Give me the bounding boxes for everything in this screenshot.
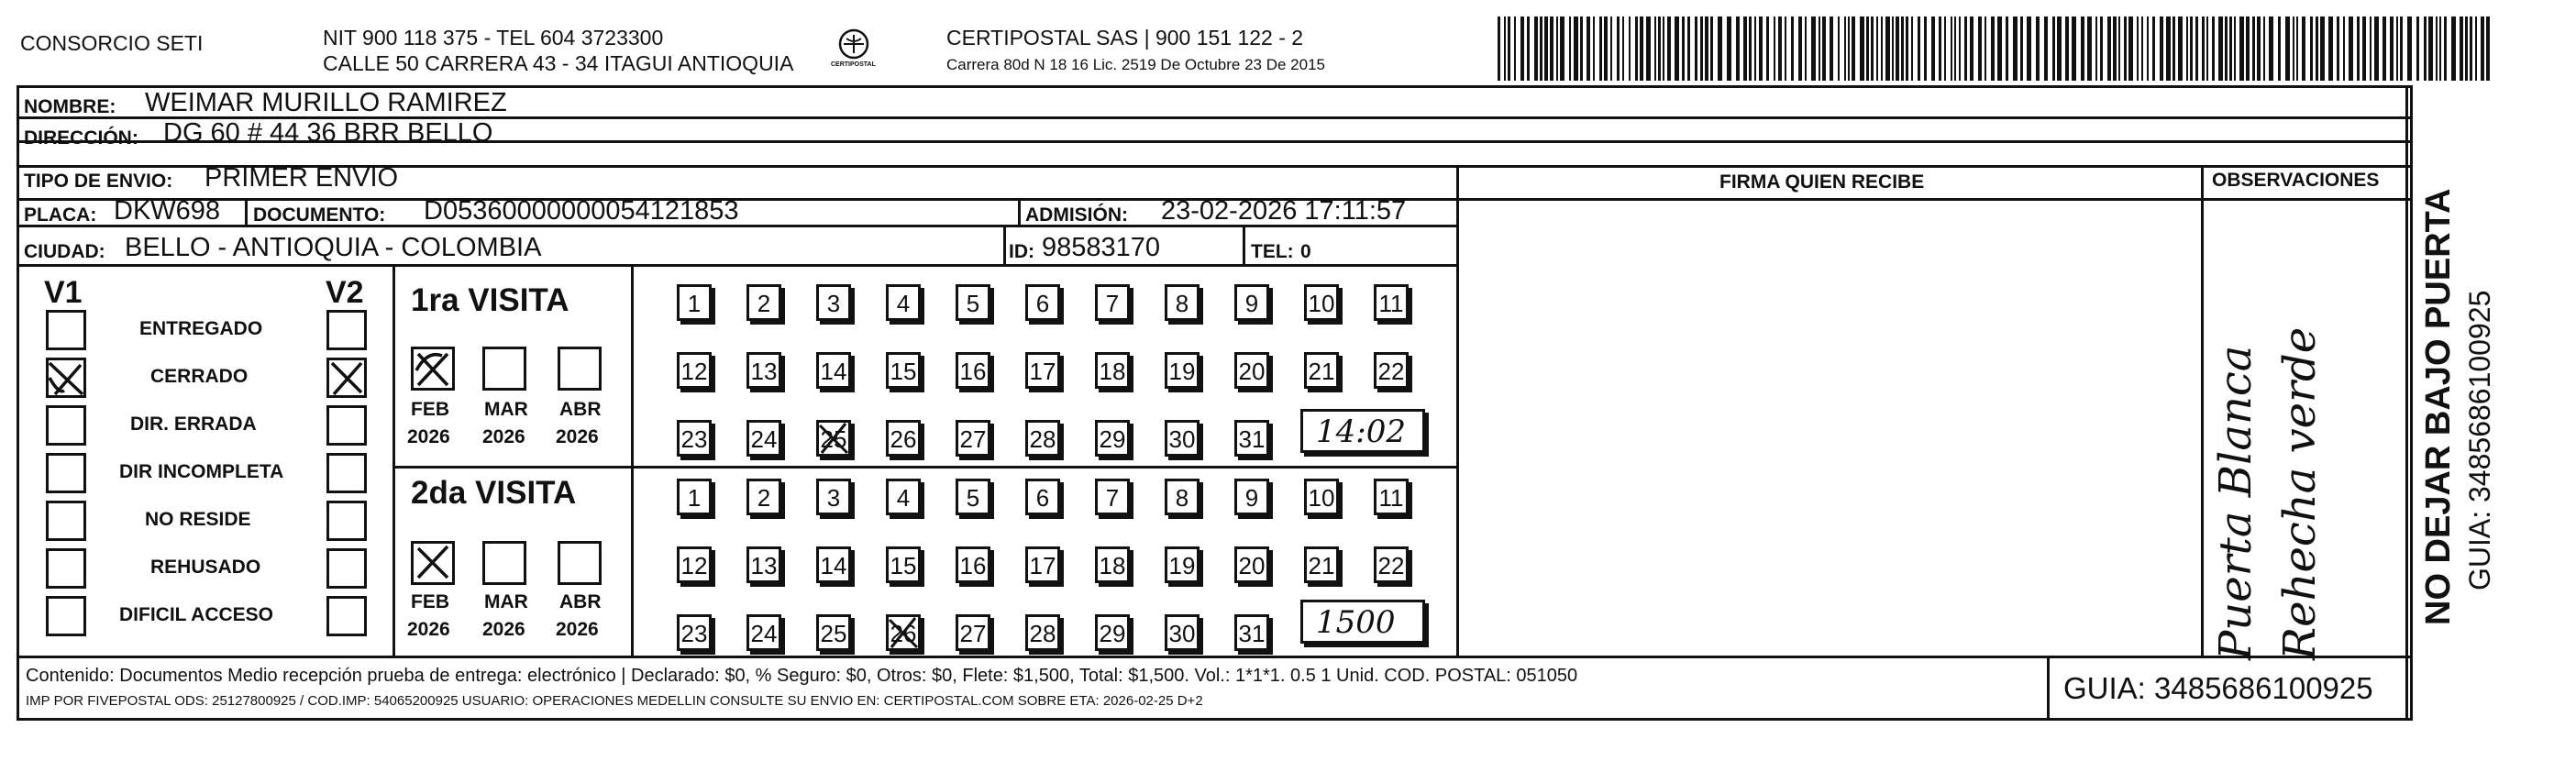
visit1-month-abr: ABR xyxy=(559,399,602,420)
status-entregado: ENTREGADO xyxy=(139,318,263,339)
visit1-month-feb: FEB xyxy=(411,399,449,420)
visit2-day-18[interactable]: 18 xyxy=(1095,546,1130,583)
visit2-day-25[interactable]: 25 xyxy=(816,614,851,651)
visit1-day-30[interactable]: 30 xyxy=(1165,420,1200,457)
visit2-year-feb: 2026 xyxy=(407,619,450,640)
visit2-year-abr: 2026 xyxy=(556,619,599,640)
visit2-day-21[interactable]: 21 xyxy=(1304,546,1339,583)
visit2-day-26[interactable]: 26 xyxy=(886,614,921,651)
visit1-day-14[interactable]: 14 xyxy=(816,352,851,389)
tel-value: 0 xyxy=(1300,241,1311,262)
visit2-day-24[interactable]: 24 xyxy=(746,614,781,651)
v1-dir-incompleta-checkbox[interactable] xyxy=(46,453,86,493)
visit1-time: 14:02 xyxy=(1316,414,1406,450)
x-mark-icon xyxy=(886,614,921,651)
visit2-day-6[interactable]: 6 xyxy=(1025,479,1060,515)
visit1-day-27[interactable]: 27 xyxy=(956,420,990,457)
visit1-time-box[interactable] xyxy=(1300,409,1425,453)
barcode xyxy=(1498,17,2506,81)
visit2-day-23[interactable]: 23 xyxy=(677,614,712,651)
admision-date: 23-02-2026 17:11:57 xyxy=(1161,196,1407,226)
visit2-day-19[interactable]: 19 xyxy=(1165,546,1200,583)
visit2-day-22[interactable]: 22 xyxy=(1374,546,1409,583)
tel-label: TEL: xyxy=(1251,241,1294,262)
visit2-day-10[interactable]: 10 xyxy=(1304,479,1339,515)
imp-line: IMP POR FIVEPOSTAL ODS: 25127800925 / COD.IMP: 54065200925 USUARIO: OPERACIONES MEDELLIN CONSULTE SU ENVIO EN: CERTIPOSTAL.COM SOBRE ETA: 2026-02-25 D+2 xyxy=(26,693,1203,709)
status-no-reside: NO RESIDE xyxy=(145,509,251,530)
v1-cerrado-checkbox[interactable] xyxy=(46,358,86,398)
v2-rehusado-checkbox[interactable] xyxy=(326,548,367,589)
admision-label: ADMISIÓN: xyxy=(1025,204,1128,226)
documento-label: DOCUMENTO: xyxy=(253,204,386,226)
id-label: ID: xyxy=(1009,241,1034,262)
recipient-name: WEIMAR MURILLO RAMIREZ xyxy=(145,88,507,117)
v1-rehusado-checkbox[interactable] xyxy=(46,548,86,589)
v1-dificil-acceso-checkbox[interactable] xyxy=(46,596,86,636)
visit2-day-15[interactable]: 15 xyxy=(886,546,921,583)
firma-header: FIRMA QUIEN RECIBE xyxy=(1719,171,1925,193)
visit1-day-26[interactable]: 26 xyxy=(886,420,921,457)
visit2-day-2[interactable]: 2 xyxy=(746,479,781,515)
visit1-day-19[interactable]: 19 xyxy=(1165,352,1200,389)
visit1-day-10[interactable]: 10 xyxy=(1304,284,1339,321)
visit1-day-17[interactable]: 17 xyxy=(1025,352,1060,389)
signature-area[interactable] xyxy=(1460,202,2199,653)
visit1-year-feb: 2026 xyxy=(407,426,450,447)
visit2-day-4[interactable]: 4 xyxy=(886,479,921,515)
guia-box: GUIA: 3485686100925 xyxy=(2063,671,2373,705)
visit2-day-28[interactable]: 28 xyxy=(1025,614,1060,651)
tipo-envio: PRIMER ENVIO xyxy=(205,163,399,193)
v1-dir-errada-checkbox[interactable] xyxy=(46,405,86,446)
v2-dir-errada-checkbox[interactable] xyxy=(326,405,367,446)
visit2-time: 1500 xyxy=(1316,604,1396,641)
visit2-month-abr: ABR xyxy=(559,591,602,612)
certipostal-logo-icon xyxy=(833,28,875,70)
logo-caption: CERTIPOSTAL xyxy=(831,61,876,68)
visit2-abr-checkbox[interactable] xyxy=(558,541,602,585)
recipient-address: DG 60 # 44 36 BRR BELLO xyxy=(163,118,493,148)
visit2-day-27[interactable]: 27 xyxy=(956,614,990,651)
nit-line: NIT 900 118 375 - TEL 604 3723300 xyxy=(323,26,664,50)
visit1-day-18[interactable]: 18 xyxy=(1095,352,1130,389)
visit1-feb-checkbox[interactable] xyxy=(411,347,455,391)
visit1-day-20[interactable]: 20 xyxy=(1234,352,1269,389)
id-value: 98583170 xyxy=(1042,233,1161,262)
visit2-month-mar: MAR xyxy=(484,591,528,612)
visit2-day-29[interactable]: 29 xyxy=(1095,614,1130,651)
checkmark-icon xyxy=(46,358,86,398)
visit1-day-13[interactable]: 13 xyxy=(746,352,781,389)
visit1-year-mar: 2026 xyxy=(482,426,525,447)
visit2-day-30[interactable]: 30 xyxy=(1165,614,1200,651)
side-guia: GUIA: 3485686100925 xyxy=(2463,290,2496,590)
visit1-day-3[interactable]: 3 xyxy=(816,284,851,321)
v2-no-reside-checkbox[interactable] xyxy=(326,501,367,541)
first-visit-title: 1ra VISITA xyxy=(411,282,569,318)
tipo-envio-label: TIPO DE ENVIO: xyxy=(24,171,173,192)
visit1-day-7[interactable]: 7 xyxy=(1095,284,1130,321)
v2-dificil-acceso-checkbox[interactable] xyxy=(326,596,367,636)
observaciones-header: OBSERVACIONES xyxy=(2212,170,2380,191)
visit2-feb-checkbox[interactable] xyxy=(411,541,455,585)
license-line: Carrera 80d N 18 16 Lic. 2519 De Octubre 23 De 2015 xyxy=(946,56,1325,73)
visit2-day-14[interactable]: 14 xyxy=(816,546,851,583)
visit2-day-20[interactable]: 20 xyxy=(1234,546,1269,583)
v2-label: V2 xyxy=(326,275,364,310)
visit1-day-4[interactable]: 4 xyxy=(886,284,921,321)
visit2-day-31[interactable]: 31 xyxy=(1234,614,1269,651)
nombre-label: NOMBRE: xyxy=(24,96,116,117)
visit1-day-5[interactable]: 5 xyxy=(956,284,990,321)
visit2-time-box[interactable] xyxy=(1300,600,1425,644)
visit1-day-16[interactable]: 16 xyxy=(956,352,990,389)
visit2-day-17[interactable]: 17 xyxy=(1025,546,1060,583)
visit2-day-16[interactable]: 16 xyxy=(956,546,990,583)
visit1-day-6[interactable]: 6 xyxy=(1025,284,1060,321)
sender-address: CALLE 50 CARRERA 43 - 34 ITAGUI ANTIOQUIA xyxy=(323,51,794,75)
visit2-mar-checkbox[interactable] xyxy=(482,541,526,585)
v2-cerrado-checkbox[interactable] xyxy=(326,358,367,398)
visit1-day-25[interactable]: 25 xyxy=(816,420,851,457)
visit1-day-29[interactable]: 29 xyxy=(1095,420,1130,457)
visit2-day-9[interactable]: 9 xyxy=(1234,479,1269,515)
status-dir-incompleta: DIR INCOMPLETA xyxy=(119,461,284,482)
visit1-day-15[interactable]: 15 xyxy=(886,352,921,389)
visit1-day-1[interactable]: 1 xyxy=(677,284,712,321)
observation-line-1: Puerta Blanca xyxy=(2210,345,2261,660)
visit1-day-23[interactable]: 23 xyxy=(677,420,712,457)
visit1-month-mar: MAR xyxy=(484,399,528,420)
x-mark-icon xyxy=(411,541,455,585)
placa-label: PLACA: xyxy=(24,204,97,226)
second-visit-title: 2da VISITA xyxy=(411,475,577,511)
visit2-day-5[interactable]: 5 xyxy=(956,479,990,515)
visit1-abr-checkbox[interactable] xyxy=(558,347,602,391)
visit1-mar-checkbox[interactable] xyxy=(482,347,526,391)
visit2-day-11[interactable]: 11 xyxy=(1374,479,1409,515)
visit1-day-31[interactable]: 31 xyxy=(1234,420,1269,457)
visit2-day-13[interactable]: 13 xyxy=(746,546,781,583)
visit2-year-mar: 2026 xyxy=(482,619,525,640)
visit2-month-feb: FEB xyxy=(411,591,449,612)
status-dificil-acceso: DIFICIL ACCESO xyxy=(119,604,274,625)
visit1-day-12[interactable]: 12 xyxy=(677,352,712,389)
placa: DKW698 xyxy=(114,196,221,226)
sender-name: CONSORCIO SETI xyxy=(20,31,204,55)
no-dejar-bajo-puerta: NO DEJAR BAJO PUERTA xyxy=(2419,188,2458,625)
status-dir-errada: DIR. ERRADA xyxy=(130,414,257,435)
visit1-day-22[interactable]: 22 xyxy=(1374,352,1409,389)
observation-line-2: Rehecha verde xyxy=(2274,326,2326,660)
ciudad: BELLO - ANTIOQUIA - COLOMBIA xyxy=(125,233,542,262)
ciudad-label: CIUDAD: xyxy=(24,241,105,262)
visit1-day-9[interactable]: 9 xyxy=(1234,284,1269,321)
v2-dir-incompleta-checkbox[interactable] xyxy=(326,453,367,493)
visit2-day-3[interactable]: 3 xyxy=(816,479,851,515)
visit1-day-21[interactable]: 21 xyxy=(1304,352,1339,389)
checkmark-icon xyxy=(411,347,455,391)
documento: D05360000000054121853 xyxy=(424,196,739,226)
visit1-day-28[interactable]: 28 xyxy=(1025,420,1060,457)
contenido-line: Contenido: Documentos Medio recepción prueba de entrega: electrónico | Declarado: $0, % Seguro: $0, Otros: $0, Flete: $1,500, Total: $1,500. Vol.: 1*1*1. 0.5 1 Unid. COD. POSTAL: 051050 xyxy=(26,666,1578,686)
visit1-day-11[interactable]: 11 xyxy=(1374,284,1409,321)
visit2-day-8[interactable]: 8 xyxy=(1165,479,1200,515)
v2-entregado-checkbox[interactable] xyxy=(326,310,367,350)
direccion-label: DIRECCIÓN: xyxy=(24,127,138,149)
visit1-day-24[interactable]: 24 xyxy=(746,420,781,457)
x-mark-icon xyxy=(816,420,851,457)
status-cerrado: CERRADO xyxy=(150,366,249,387)
v1-entregado-checkbox[interactable] xyxy=(46,310,86,350)
visit1-day-2[interactable]: 2 xyxy=(746,284,781,321)
v1-no-reside-checkbox[interactable] xyxy=(46,501,86,541)
status-rehusado: REHUSADO xyxy=(150,557,261,578)
visit1-day-8[interactable]: 8 xyxy=(1165,284,1200,321)
visit1-year-abr: 2026 xyxy=(556,426,599,447)
visit2-day-1[interactable]: 1 xyxy=(677,479,712,515)
visit2-day-7[interactable]: 7 xyxy=(1095,479,1130,515)
company-line: CERTIPOSTAL SAS | 900 151 122 - 2 xyxy=(946,26,1304,50)
v1-label: V1 xyxy=(44,275,83,310)
visit2-day-12[interactable]: 12 xyxy=(677,546,712,583)
x-mark-icon xyxy=(326,358,367,398)
